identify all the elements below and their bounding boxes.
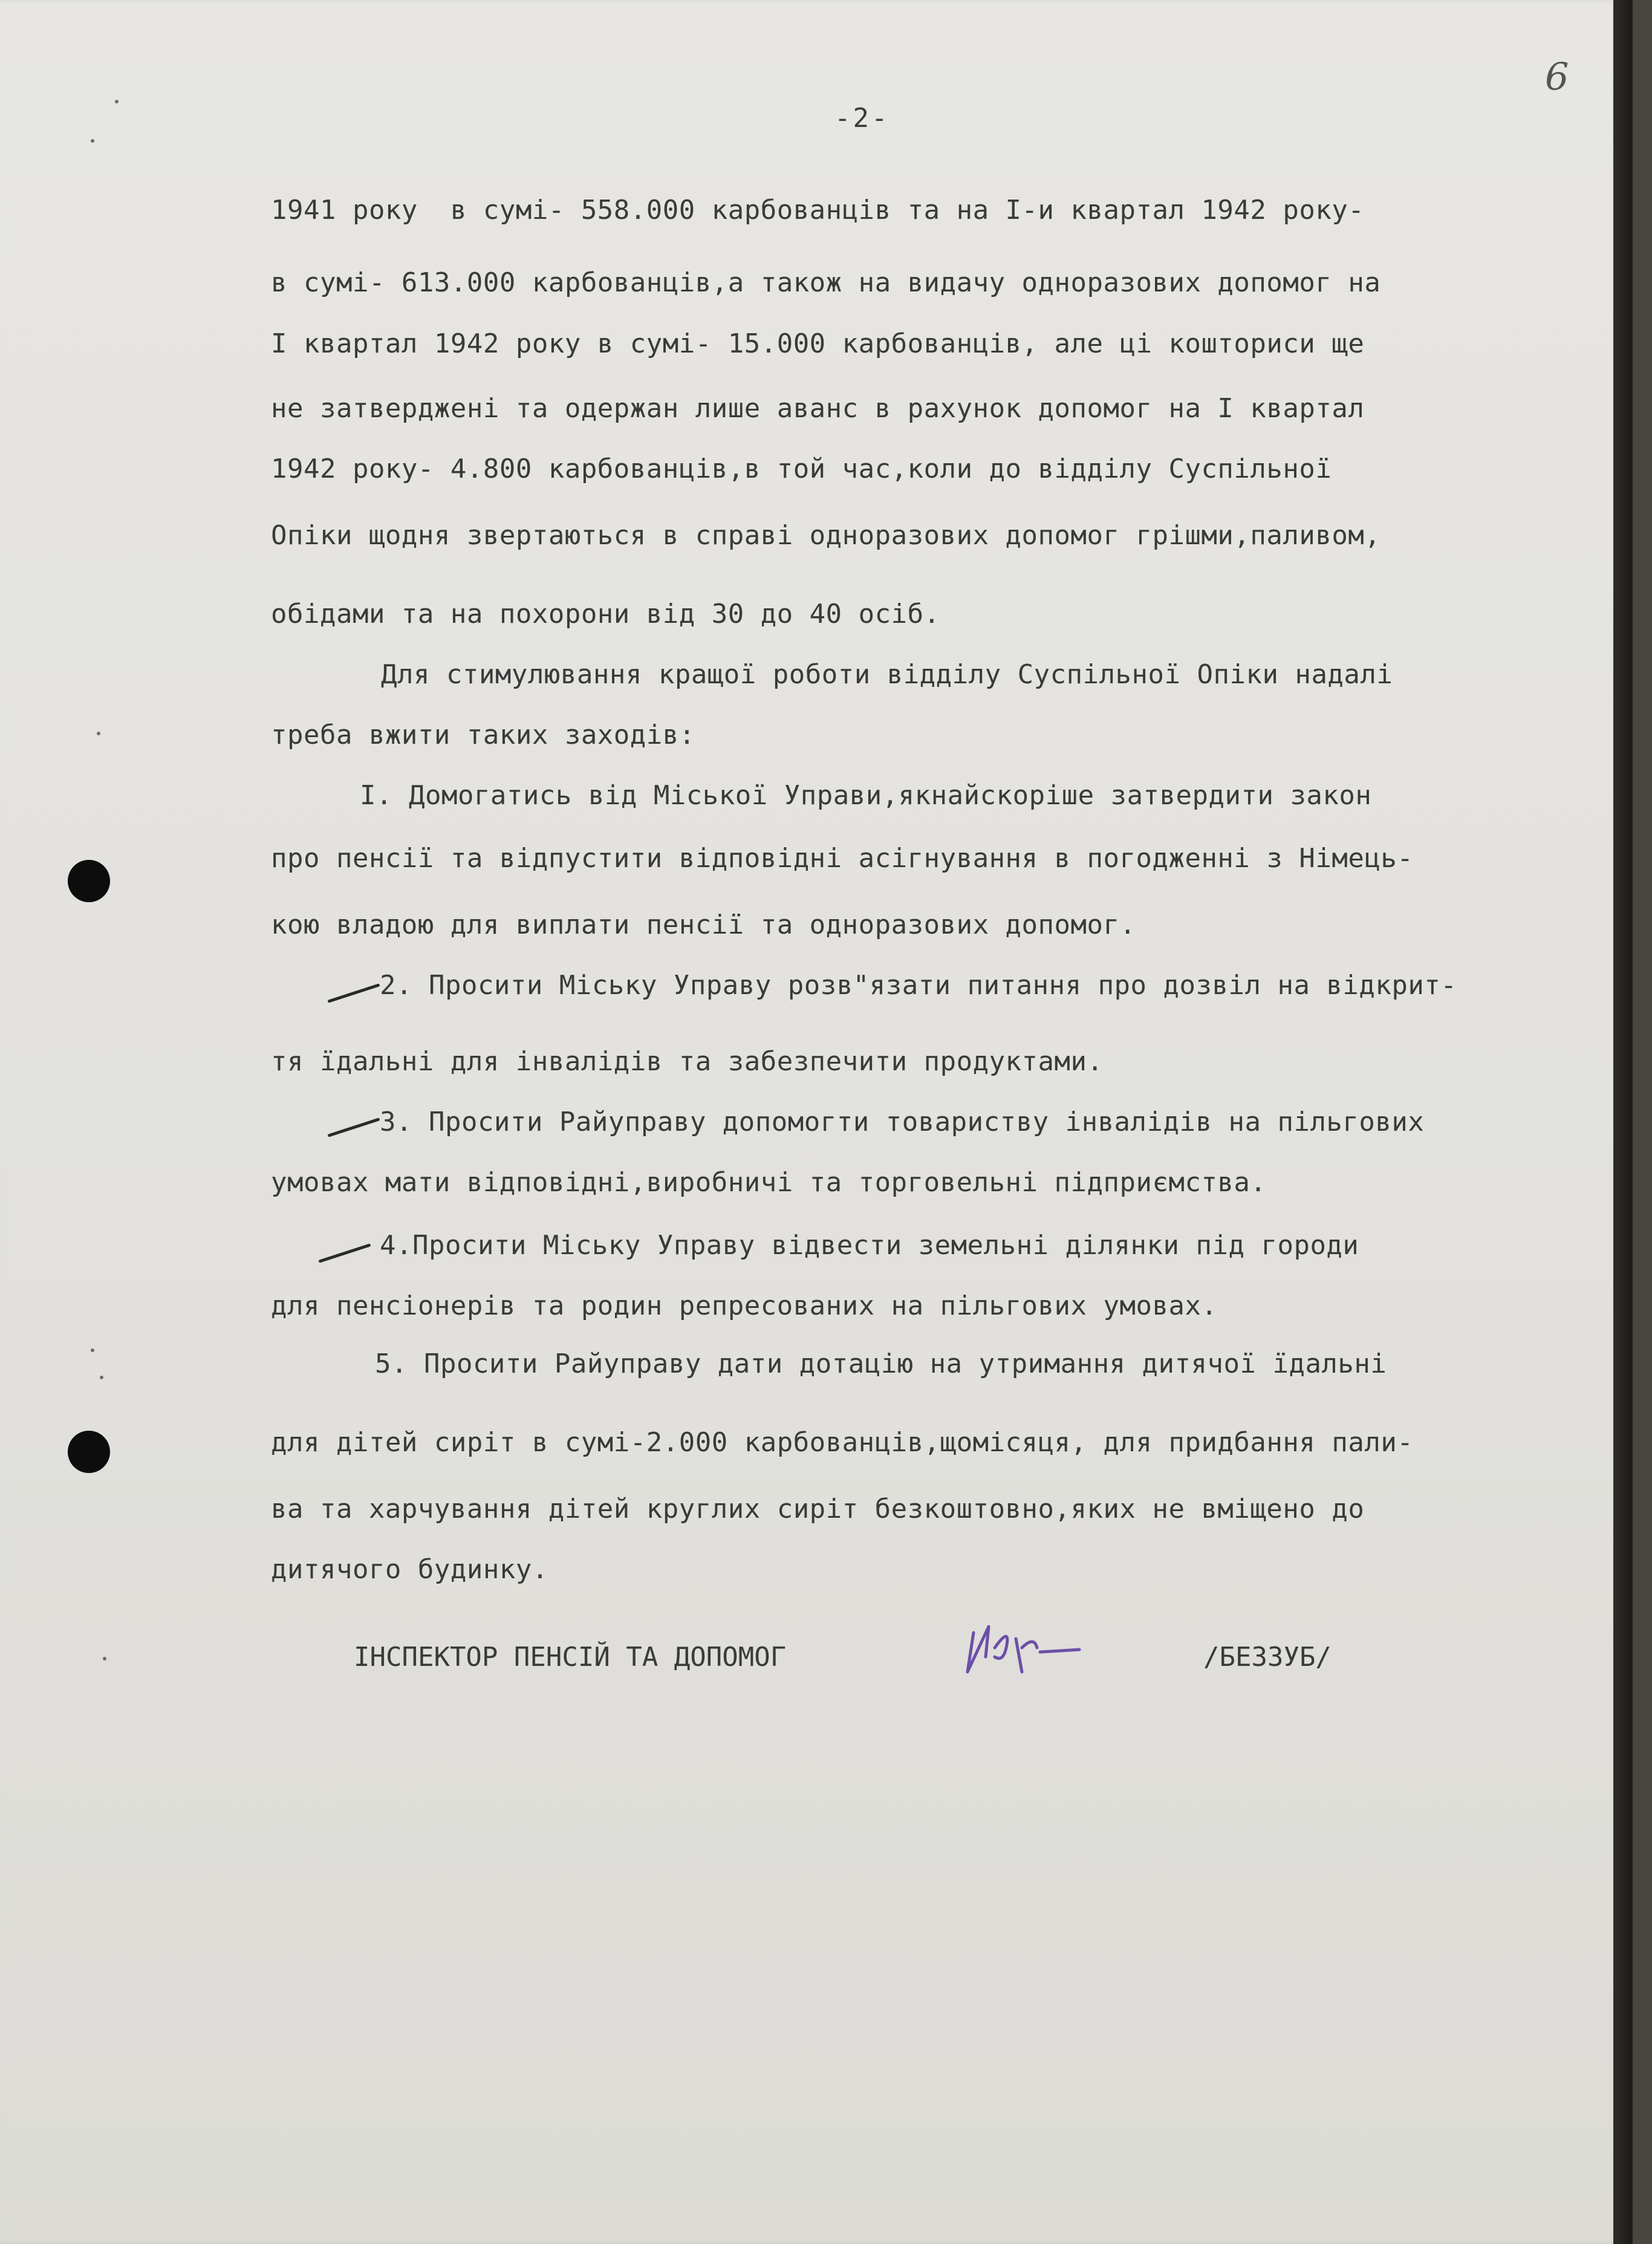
- body-line: для пенсіонерів та родин репресованих на пільгових умовах.: [271, 1290, 1218, 1321]
- body-line: Опіки щодня звертаються в справі одноразових допомог грішми,паливом,: [271, 520, 1381, 551]
- body-line: не затверджені та одержан лише аванс в рахунок допомог на І квартал: [271, 393, 1365, 424]
- signature-name: /БЕЗЗУБ/: [1203, 1642, 1332, 1673]
- body-line: для дітей сиріт в сумі-2.000 карбованців,щомісяця, для придбання пали-: [271, 1427, 1414, 1458]
- check-mark: [327, 983, 380, 1003]
- paper-speck: [103, 1657, 106, 1660]
- body-line: в сумі- 613.000 карбованців,а також на видачу одноразових допомог на: [271, 267, 1381, 298]
- body-line: 1941 року в сумі- 558.000 карбованців та на І-и квартал 1942 року-: [271, 195, 1365, 226]
- body-line: дитячого будинку.: [271, 1554, 548, 1585]
- folio-number: 6: [1545, 54, 1569, 99]
- paper-speck: [97, 732, 100, 735]
- paper-speck: [91, 1348, 94, 1352]
- body-line: Для стимулювання кращої роботи відділу Суспільної Опіки надалі: [381, 659, 1393, 690]
- body-line: І квартал 1942 року в сумі- 15.000 карбованців, але ці кошториси ще: [271, 328, 1365, 359]
- punch-hole: [68, 860, 110, 902]
- check-mark: [327, 1117, 380, 1137]
- body-line: І. Домогатись від Міської Управи,якнайскоріше затвердити закон: [360, 780, 1372, 811]
- paper-speck: [91, 139, 94, 143]
- check-mark: [318, 1243, 371, 1263]
- paper-speck: [115, 100, 119, 103]
- body-line: 4.Просити Міську Управу відвести земельні ділянки під городи: [380, 1230, 1359, 1261]
- body-line: треба вжити таких заходів:: [271, 720, 695, 750]
- page-edge-shadow: [1613, 0, 1633, 2244]
- body-line: тя їдальні для інвалідів та забезпечити продуктами.: [271, 1046, 1104, 1077]
- page-number: -2-: [834, 103, 890, 134]
- body-line: 5. Просити Райуправу дати дотацію на утримання дитячої їдальні: [375, 1348, 1387, 1379]
- paper-speck: [100, 1376, 103, 1379]
- body-line: 2. Просити Міську Управу розв"язати питання про дозвіл на відкрит-: [380, 970, 1457, 1001]
- handwritten-signature: [961, 1615, 1088, 1681]
- body-line: умовах мати відповідні,виробничі та торговельні підприємства.: [271, 1167, 1267, 1198]
- body-line: про пенсії та відпустити відповідні асігнування в погодженні з Німець-: [271, 843, 1414, 874]
- punch-hole: [68, 1431, 110, 1473]
- body-line: обідами та на похорони від 30 до 40 осіб.: [271, 599, 940, 629]
- body-line: 3. Просити Райуправу допомогти товариству інвалідів на пільгових: [380, 1107, 1425, 1137]
- body-line: кою владою для виплати пенсії та одноразових допомог.: [271, 909, 1136, 940]
- body-line: 1942 року- 4.800 карбованців,в той час,коли до відділу Суспільної: [271, 454, 1332, 484]
- body-line: ва та харчування дітей круглих сиріт безкоштовно,яких не вміщено до: [271, 1494, 1365, 1524]
- signature-title: ІНСПЕКТОР ПЕНСІЙ ТА ДОПОМОГ: [354, 1642, 787, 1673]
